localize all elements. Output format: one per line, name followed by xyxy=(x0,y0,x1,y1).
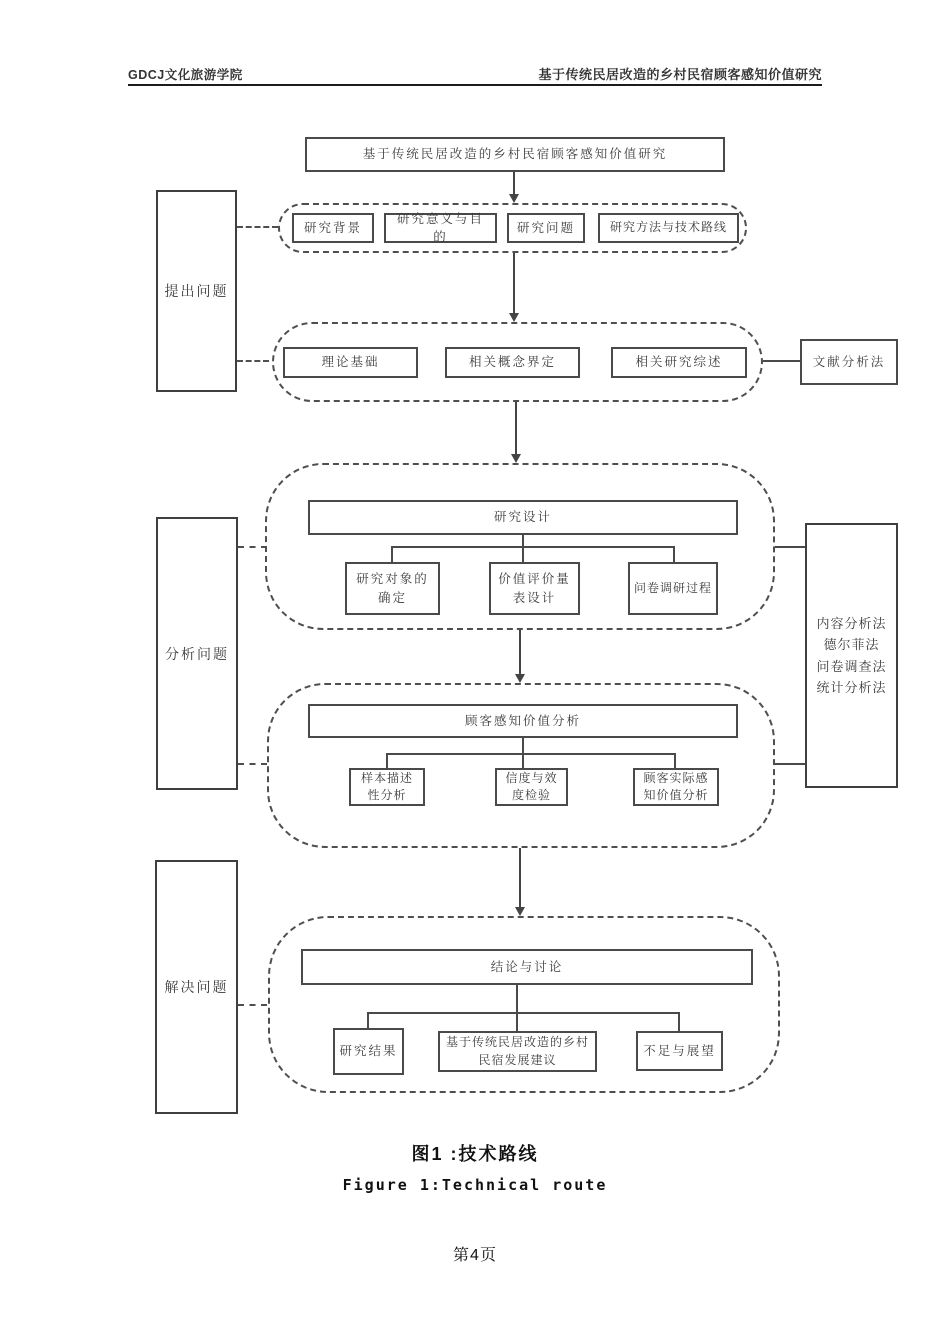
page-header xyxy=(128,56,822,86)
tree-design-vertical xyxy=(522,535,524,562)
tree-analysis-stub-left xyxy=(386,753,388,768)
arrow-down-2 xyxy=(509,253,519,322)
tree-conclusion-horizontal xyxy=(368,1012,679,1014)
connector-stage2-design xyxy=(238,546,267,548)
stage-box-raise-question: 提出问题 xyxy=(156,190,237,392)
header-thesis-title: 基于传统民居改造的乡村民宿顾客感知价值研究 xyxy=(538,67,822,82)
connector-analysis-methods xyxy=(775,763,805,765)
method-line-questionnaire: 问卷调查法 xyxy=(816,658,887,674)
box-research-results: 研究结果 xyxy=(333,1028,404,1075)
box-survey-process: 问卷调研过程 xyxy=(628,562,718,615)
arrow-down-3 xyxy=(511,402,521,463)
box-research-method-route: 研究方法与技术路线 xyxy=(598,213,739,243)
connector-stage2-analysis xyxy=(238,763,267,765)
tree-conclusion-stub-left xyxy=(367,1012,369,1028)
tree-design-stub-right xyxy=(673,546,675,562)
box-sample-description: 样本描述性分析 xyxy=(349,768,425,806)
tree-analysis-horizontal xyxy=(387,753,676,755)
connector-stage1-row2 xyxy=(237,360,269,362)
box-theory-basis: 理论基础 xyxy=(283,347,418,378)
method-line-delphi: 德尔菲法 xyxy=(823,637,880,653)
box-research-question: 研究问题 xyxy=(507,213,585,243)
box-research-object: 研究对象的确定 xyxy=(345,562,440,615)
box-literature-analysis-method: 文献分析法 xyxy=(800,339,898,385)
method-line-statistics: 统计分析法 xyxy=(816,679,887,695)
box-development-suggestions: 基于传统民居改造的乡村民宿发展建议 xyxy=(438,1031,597,1072)
box-analysis-methods xyxy=(805,523,898,788)
box-research-review: 相关研究综述 xyxy=(611,347,747,378)
arrow-down-5 xyxy=(515,848,525,916)
box-limitations-outlook: 不足与展望 xyxy=(636,1031,723,1071)
tree-conclusion-vertical xyxy=(516,985,518,1031)
box-reliability-validity: 信度与效度检验 xyxy=(495,768,568,806)
tree-analysis-stub-right xyxy=(674,753,676,768)
box-research-background: 研究背景 xyxy=(292,213,374,243)
arrow-down-1 xyxy=(509,172,519,203)
box-value-analysis-title: 顾客感知价值分析 xyxy=(308,704,738,738)
arrow-down-4 xyxy=(515,630,525,683)
box-conclusion-title: 结论与讨论 xyxy=(301,949,753,985)
box-concept-definition: 相关概念界定 xyxy=(445,347,580,378)
figure-caption-zh: 图1 :技术路线 xyxy=(411,1144,539,1164)
tree-design-horizontal xyxy=(392,546,675,548)
box-research-design-title: 研究设计 xyxy=(308,500,738,535)
box-value-scale-design: 价值评价量表设计 xyxy=(489,562,580,615)
connector-design-methods xyxy=(775,546,805,548)
box-research-significance: 研究意义与目的 xyxy=(384,213,497,243)
connector-row2-literature-method xyxy=(763,360,800,362)
figure-caption-en: Figure 1:Technical route xyxy=(342,1176,608,1194)
stage-box-analyze-question: 分析问题 xyxy=(156,517,238,790)
connector-stage1-row1 xyxy=(237,226,278,228)
method-line-content-analysis: 内容分析法 xyxy=(816,615,887,631)
header-institution: GDCJ文化旅游学院 xyxy=(128,68,243,82)
connector-stage3-conclusion xyxy=(238,1004,267,1006)
flow-title-box: 基于传统民居改造的乡村民宿顾客感知价值研究 xyxy=(305,137,725,172)
tree-conclusion-stub-right xyxy=(678,1012,680,1031)
page-number: 第4页 xyxy=(453,1247,497,1264)
tree-design-stub-left xyxy=(391,546,393,562)
box-actual-perceived-value: 顾客实际感知价值分析 xyxy=(633,768,719,806)
stage-box-solve-question: 解决问题 xyxy=(155,860,238,1114)
